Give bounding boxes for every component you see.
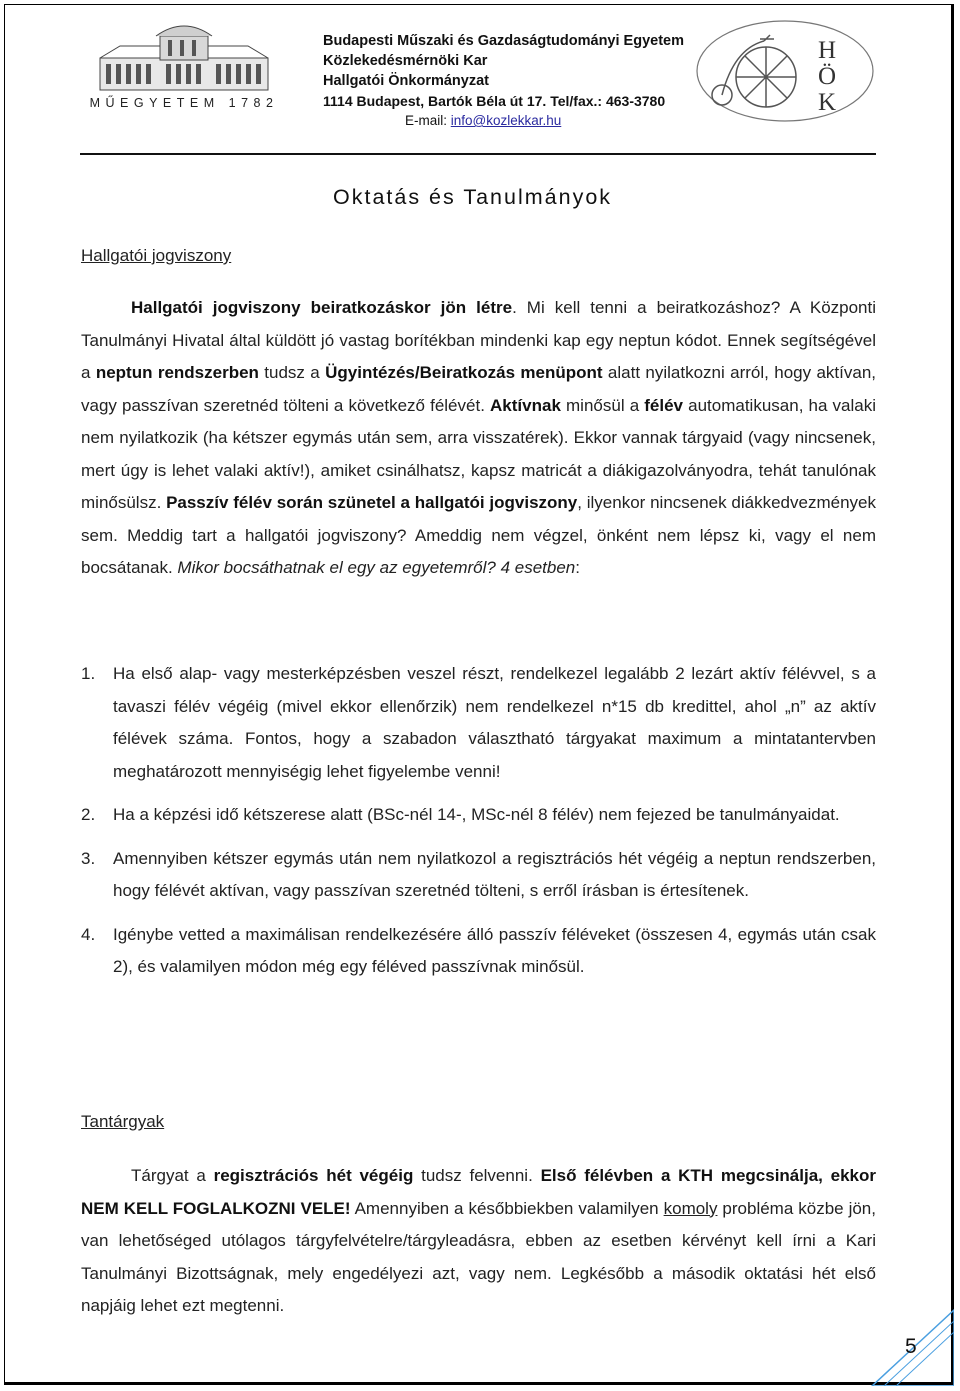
- section-heading-tantargyak: Tantárgyak: [81, 1112, 165, 1131]
- underlined-word: komoly: [663, 1198, 718, 1218]
- text-run: . Mi kell tenni a beiratkozáshoz? A Központi Tanulmányi Hivatal által küldött jó vastag borítékban mindenki kap egy neptun kódot. Ennek segítségével a: [81, 298, 877, 382]
- text-run: tudsz a: [258, 363, 326, 382]
- page-number: 5: [905, 1335, 917, 1358]
- text-run: tudsz felvenni.: [413, 1166, 541, 1185]
- list-number: 1.: [81, 664, 96, 683]
- bold-phrase: félév: [644, 395, 684, 415]
- text-run: Tárgyat a: [131, 1166, 214, 1185]
- faculty-name: Közlekedésmérnöki Kar: [323, 53, 488, 69]
- list-item: [81, 843, 876, 908]
- university-name: Budapesti Műszaki és Gazdaságtudományi Egyetem: [323, 33, 684, 49]
- address: 1114 Budapest, Bartók Béla út 17. Tel/fax.: 463-3780: [323, 93, 666, 109]
- text-run: probléma közbe jön, van lehetőséged utólagos tárgyfelvételre/tárgyleadásra, ebben az esetben kérvényt kell írni a Kari Tanulmányi Bizottságnak, mely engedélyezi azt, vagy nem. Legkésőbb a második oktatási hét első napjáig lehet ezt megtenni.: [81, 1198, 876, 1315]
- text-run: minősül a: [560, 395, 645, 415]
- email-line: [323, 111, 684, 131]
- bold-phrase: Aktívnak: [490, 395, 561, 415]
- list-text: Ha első alap- vagy mesterképzésben veszel részt, rendelkezel legalább 2 lezárt aktív félévvel, s a tavaszi félév végéig (mivel ekkor ellenőrzik) nem rendelkezel n*15 db kredittel, ahol „n” az aktív félévek száma. Fontos, hogy a szabadon választható tárgyakat maximum a mintatantervben meghatározott mennyiségig lehet figyelembe venni!: [113, 664, 876, 781]
- bold-phrase: Első félévben a KTH megcsinálja, ekkor NEM KELL FOGLALKOZNI VELE!: [81, 1166, 876, 1218]
- list-item: [81, 919, 876, 984]
- page-corner-badge: [850, 1308, 954, 1386]
- list-item: [81, 658, 876, 788]
- italic-phrase: Mikor bocsáthatnak el egy az egyetemről? 4 esetben: [177, 558, 576, 577]
- list-number: 3.: [81, 848, 96, 868]
- union-name: Hallgatói Önkormányzat: [323, 73, 489, 89]
- list-number: 2.: [81, 805, 96, 824]
- page-title: Oktatás és Tanulmányok: [333, 185, 613, 209]
- list-number: 4.: [81, 924, 96, 944]
- text-run: automatikusan, ha valaki nem nyilatkozik (ha kétszer egymás után sem, arra visszatérek). Ekkor vannak tárgyaid (vagy nincsenek, mert úgy is lehet valaki aktív!), amiket csinálhatsz, kapsz matricát a diákigazolványodra, tehát tanulónak minősülsz.: [81, 395, 876, 512]
- hok-letter-h: H: [818, 37, 837, 64]
- text-run: :: [575, 558, 580, 577]
- text-run: Amennyiben a későbbiekben valamilyen: [350, 1198, 664, 1218]
- bold-phrase: neptun rendszerben: [95, 363, 259, 382]
- tantargyak-paragraph: [81, 1160, 876, 1323]
- jogviszony-paragraph: [81, 292, 876, 585]
- bold-phrase: Ügyintézés/Beiratkozás menüpont: [325, 363, 603, 382]
- logo-left-caption: MŰEGYETEM 1782: [89, 96, 279, 110]
- hok-letter-k: K: [818, 89, 837, 116]
- organization-block: [323, 31, 684, 131]
- text-run: , ilyenkor nincsenek diákkedvezmények sem. Meddig tart a hallgatói jogviszony? Ameddig nem végzel, önként nem lépsz ki, vagy el nem bocsátanak.: [81, 493, 876, 577]
- text-run: alatt nyilatkozni arról, hogy aktívan, vagy passzívan szeretnéd tölteni a következő félévét.: [81, 363, 876, 415]
- list-text: Ha a képzési idő kétszerese alatt (BSc-nél 14-, MSc-nél 8 félév) nem fejezed be tanulmányaidat.: [113, 805, 840, 824]
- university-logo: [80, 18, 288, 110]
- dismissal-cases-list: [81, 658, 876, 995]
- bold-phrase: Hallgatói jogviszony beiratkozáskor jön létre: [131, 298, 513, 317]
- section-heading-jogviszony: Hallgatói jogviszony: [81, 246, 232, 265]
- hok-letters: [818, 38, 836, 116]
- bold-phrase: regisztrációs hét végéig: [213, 1166, 414, 1185]
- email-label: E-mail:: [405, 113, 451, 128]
- hok-logo: [694, 17, 876, 125]
- list-text: Amennyiben kétszer egymás után nem nyilatkozol a regisztrációs hét végéig a neptun rendszerben, hogy félévét aktívan, vagy passzívan szeretnéd tölteni, s erről írásban is értesítenek.: [113, 848, 876, 900]
- header-divider: [80, 153, 876, 155]
- list-text: Igénybe vetted a maximálisan rendelkezésére álló passzív féléveket (összesen 4, egymás után csak 2), és valamilyen módon még egy féléved passzívnak minősül.: [113, 924, 876, 976]
- hok-letter-o: Ö: [818, 63, 837, 90]
- bold-phrase: Passzív félév során szünetel a hallgatói jogviszony: [166, 493, 578, 512]
- email-link[interactable]: info@kozlekkar.hu: [450, 113, 562, 128]
- list-item: [81, 799, 876, 832]
